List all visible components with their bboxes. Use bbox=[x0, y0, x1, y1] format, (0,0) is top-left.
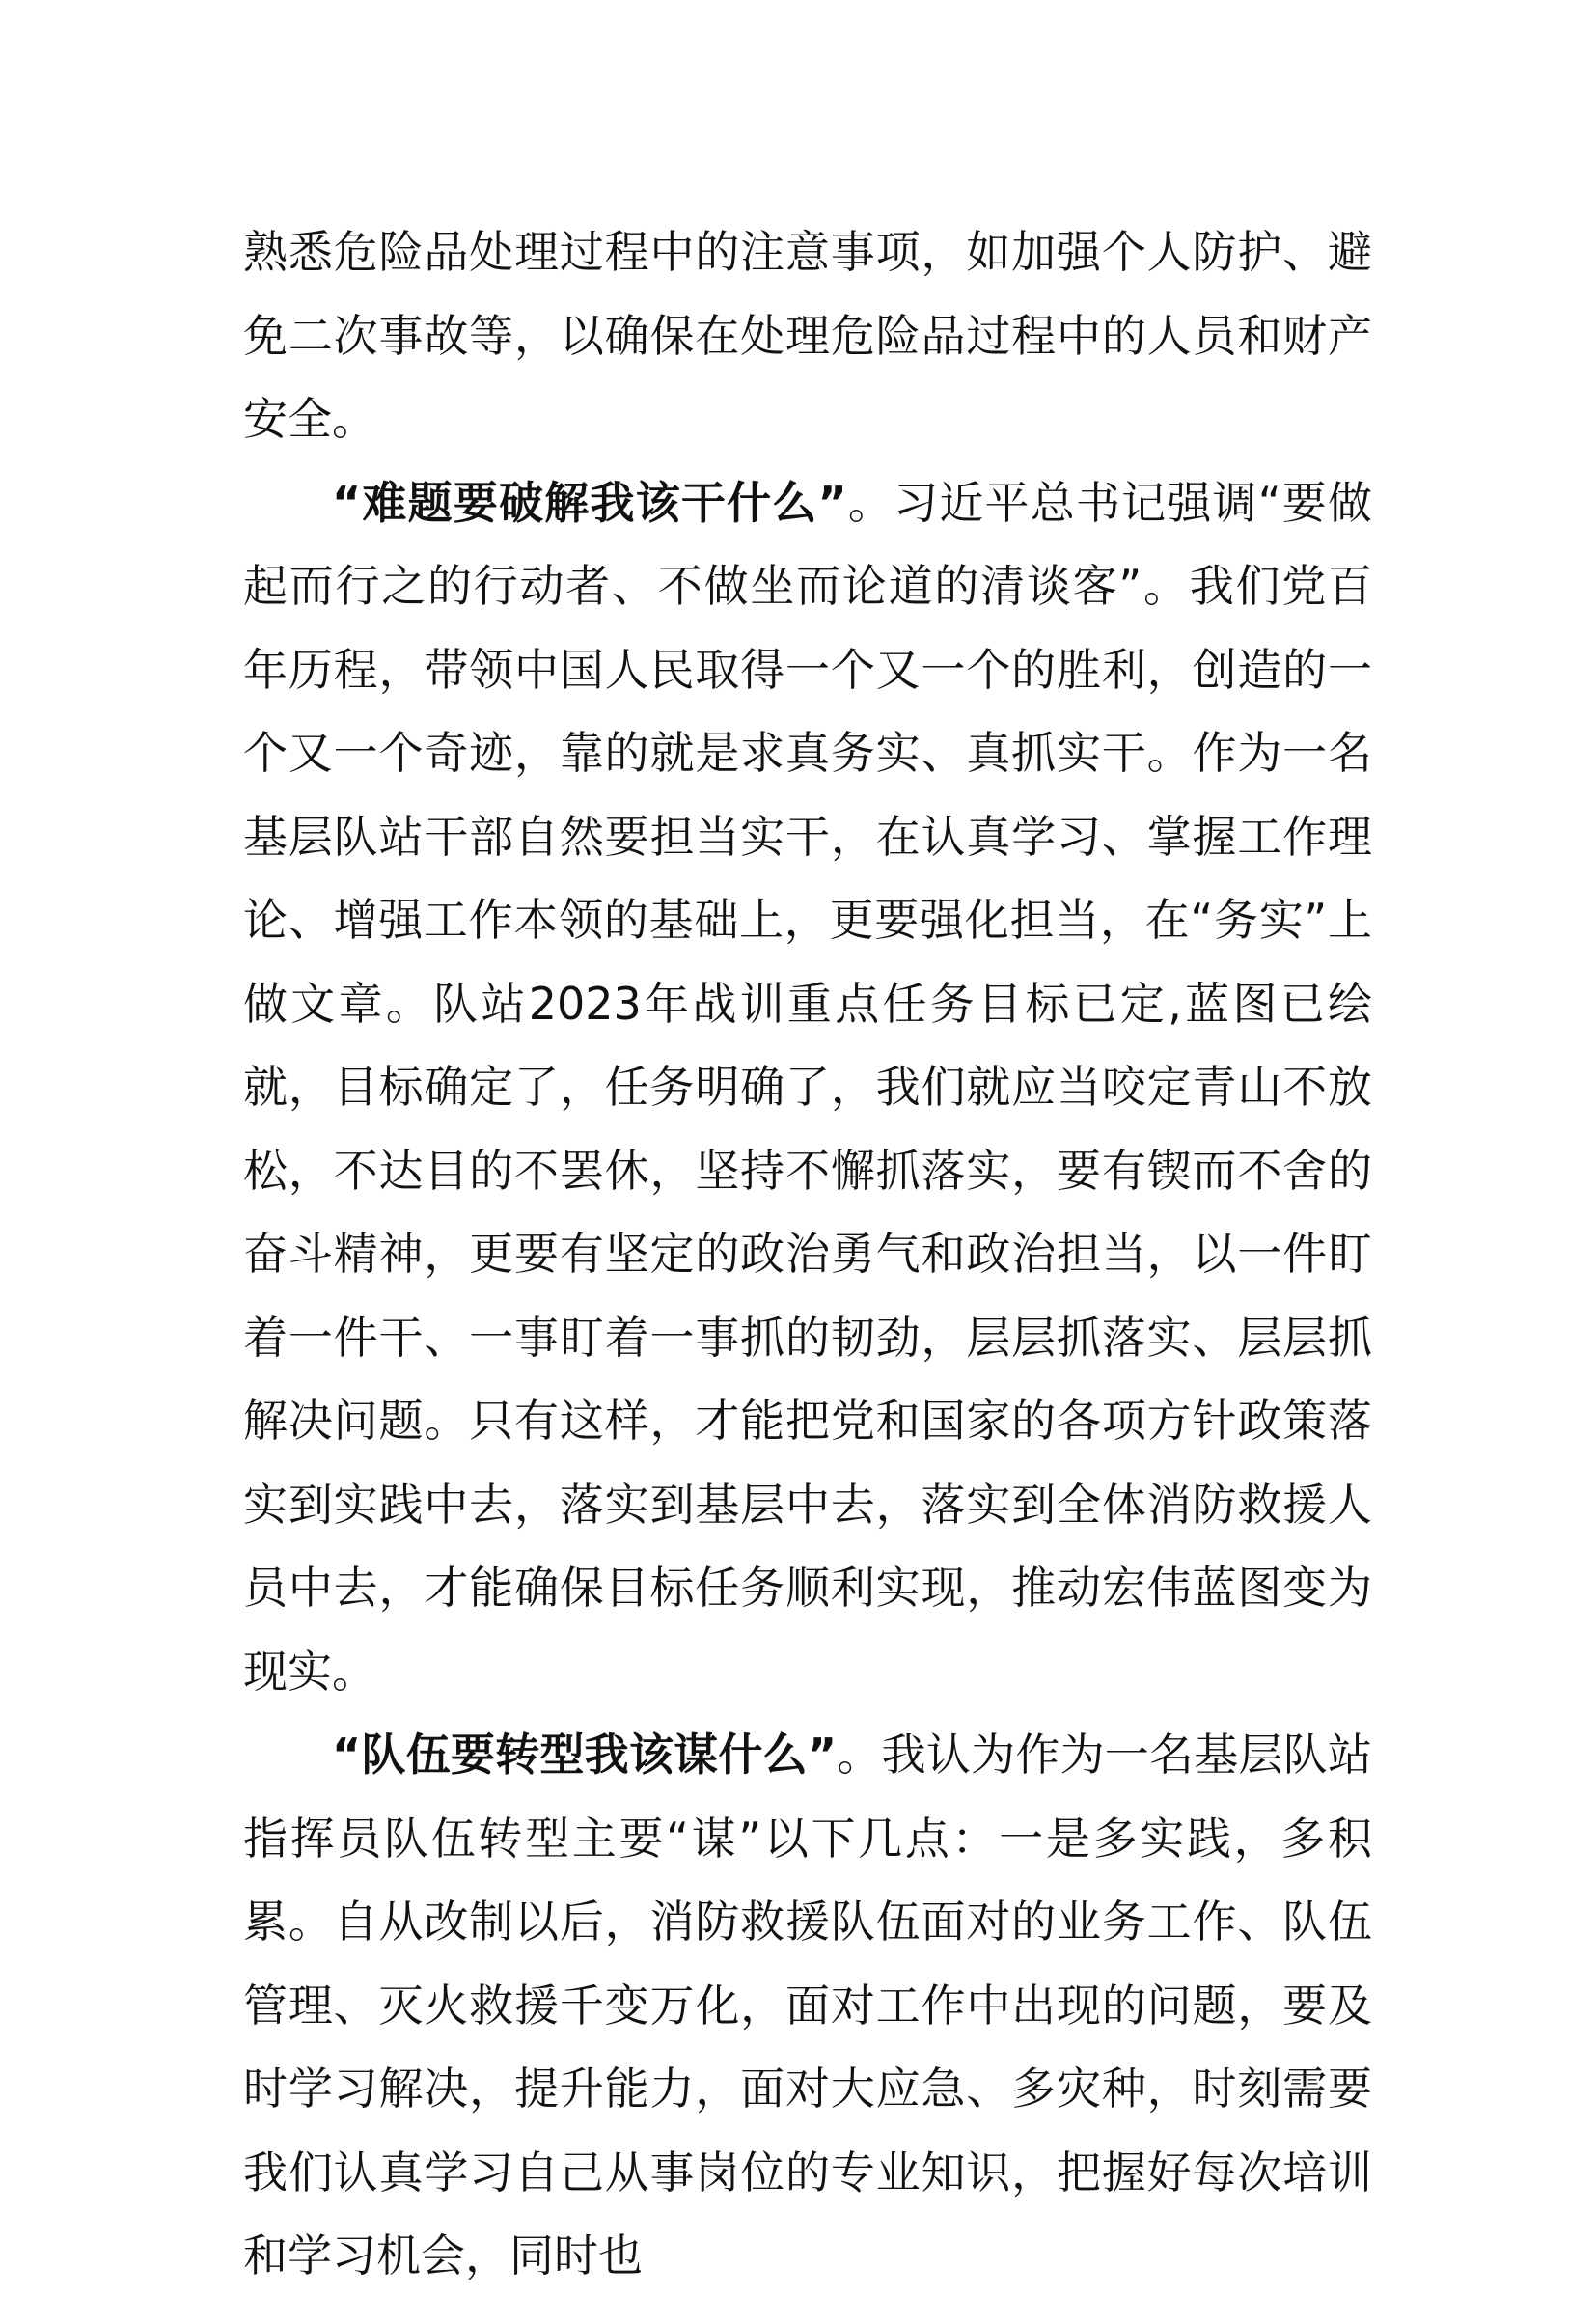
paragraph-body-text: 。习近平总书记强调“要做起而行之的行动者、不做坐而论道的清谈客”。我们党百年历程，带领中国人民取得一个又一个的胜利，创造的一个又一个奇迹，靠的就是求真务实、真抓实干。作为一名基层队站干部自然要担当实干，在认真学习、掌握工作理论、增强工作本领的基础上，更要强化担当，在“务实”上做文章。队站2023年战训重点任务目标已定,蓝图已绘就，目标确定了，任务明确了，我们就应当咬定青山不放松，不达目的不罢休，坚持不懈抓落实，要有锲而不舍的奋斗精神，更要有坚定的政治勇气和政治担当，以一件盯着一件干、一事盯着一事抓的韧劲，层层抓落实、层层抓解决问题。只有这样，才能把党和国家的各项方针政策落实到实践中去，落实到基层中去，落实到全体消防救援人员中去，才能确保目标任务顺利实现，推动宏伟蓝图变为现实。 bbox=[243, 476, 1372, 1698]
paragraph-heading: “难题要破解我该干什么” bbox=[332, 476, 847, 529]
document-body bbox=[243, 210, 1372, 2298]
paragraph-heading: “队伍要转型我该谋什么” bbox=[332, 1729, 838, 1781]
paragraph-team-transformation bbox=[243, 1713, 1372, 2298]
paragraph-continuation bbox=[243, 210, 1372, 461]
paragraph-problem-solving bbox=[243, 461, 1372, 1714]
paragraph-body-text: 。我认为作为一名基层队站指挥员队伍转型主要“谋”以下几点：一是多实践，多积累。自从改制以后，消防救援队伍面对的业务工作、队伍管理、灭火救援千变万化，面对工作中出现的问题，要及时学习解决，提升能力，面对大应急、多灾种，时刻需要我们认真学习自己从事岗位的专业知识，把握好每次培训和学习机会，同时也 bbox=[243, 1729, 1373, 2282]
paragraph-body-text: 熟悉危险品处理过程中的注意事项，如加强个人防护、避免二次事故等，以确保在处理危险品过程中的人员和财产安全。 bbox=[243, 226, 1372, 445]
